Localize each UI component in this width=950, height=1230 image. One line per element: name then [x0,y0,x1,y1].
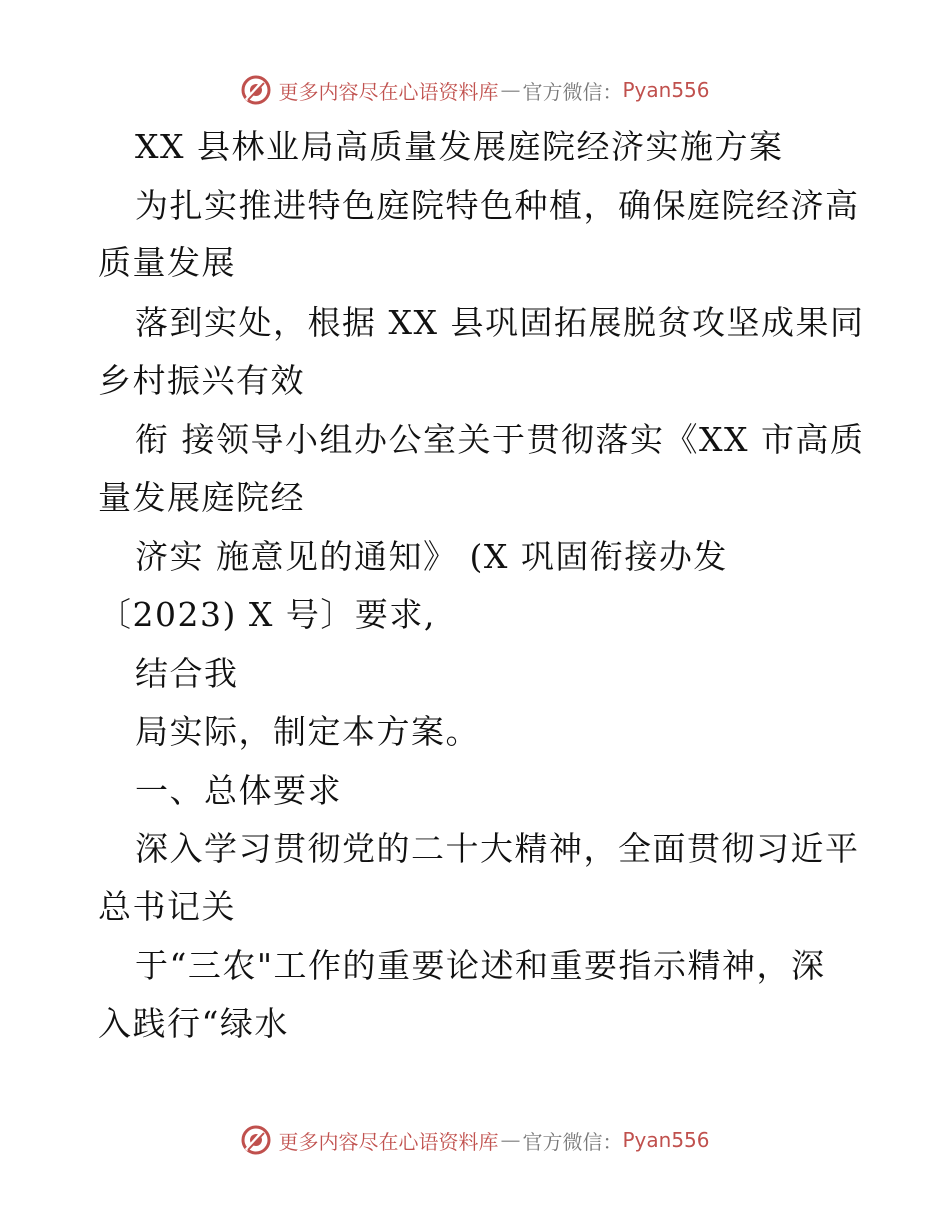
paragraph-line: 于“三农"工作的重要论述和重要指示精神，深 [135,946,826,985]
logo-icon [240,1124,272,1156]
paragraph-line: 乡村振兴有效 [98,361,305,400]
paragraph-line: 量发展庭院经 [98,478,305,517]
paragraph-line: 局实际，制定本方案。 [135,712,480,751]
paragraph-line: 〔2023) X 号〕要求, [98,595,436,634]
logo-icon [240,74,272,106]
watermark-wechat-id: Pyan556 [622,78,710,102]
document-title: XX 县林业局高质量发展庭院经济实施方案 [135,127,784,166]
watermark-main-text: 更多内容尽在心语资料库 [278,1129,499,1154]
paragraph-line: 衔 接领导小组办公室关于贯彻落实《XX 市高质 [135,420,865,459]
watermark-wechat-id: Pyan556 [622,1128,710,1152]
paragraph-line: 结合我 [135,654,239,693]
watermark-sub-text: 官方微信： [522,79,623,104]
paragraph-line: 入践行“绿水 [98,1004,289,1043]
paragraph-line: 为扎实推进特色庭院特色种植，确保庭院经济高 [135,186,860,225]
watermark-dash: — [500,1128,521,1152]
paragraph-line: 深入学习贯彻党的二十大精神，全面贯彻习近平 [135,829,860,868]
watermark-main-text: 更多内容尽在心语资料库 [278,79,499,104]
section-heading: 一、总体要求 [135,771,342,810]
watermark-sub-text: 官方微信： [522,1129,623,1154]
footer-watermark [0,1120,950,1160]
paragraph-line: 总书记关 [98,887,236,926]
paragraph-line: 质量发展 [98,243,236,282]
header-watermark [0,70,950,110]
watermark-dash: — [500,78,521,102]
paragraph-line: 落到实处，根据 XX 县巩固拓展脱贫攻坚成果同 [135,303,865,342]
paragraph-line: 济实 施意见的通知》 (X 巩固衔接办发 [135,537,728,576]
